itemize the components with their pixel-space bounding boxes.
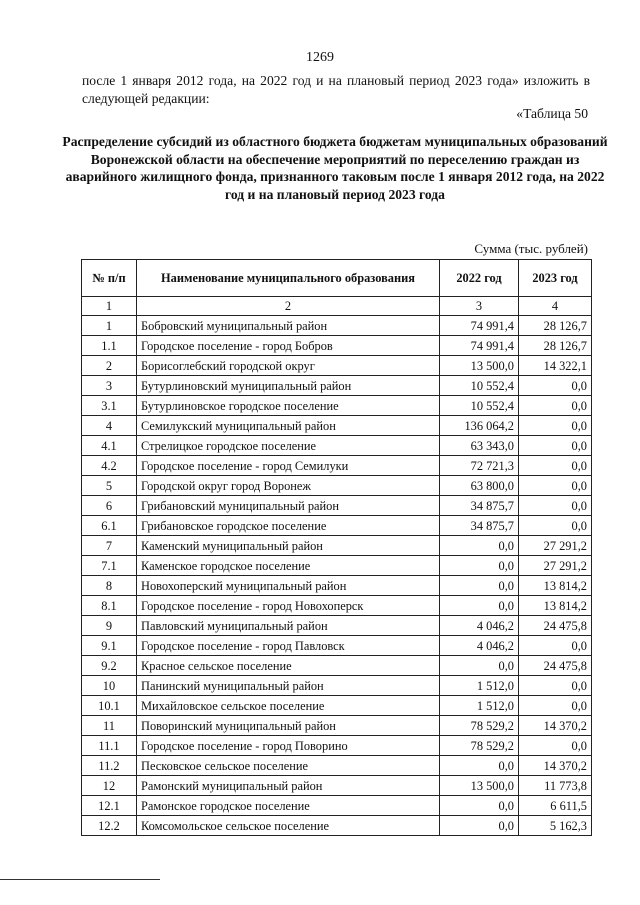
- table-row: [82, 576, 592, 596]
- amount-2022-cell: 0,0: [440, 556, 519, 576]
- amount-2023-cell: 28 126,7: [519, 336, 592, 356]
- amount-2023-cell: 24 475,8: [519, 656, 592, 676]
- amount-2023-cell: 14 370,2: [519, 756, 592, 776]
- column-index-cell: 2: [137, 297, 440, 316]
- table-row: [82, 416, 592, 436]
- amount-2023-cell: 14 370,2: [519, 716, 592, 736]
- table-row: [82, 436, 592, 456]
- column-index-cell: 4: [519, 297, 592, 316]
- municipality-name-cell: Каменский муниципальный район: [137, 536, 440, 556]
- municipality-name-cell: Борисоглебский городской округ: [137, 356, 440, 376]
- municipality-name-cell: Стрелицкое городское поселение: [137, 436, 440, 456]
- amount-2022-cell: 78 529,2: [440, 716, 519, 736]
- amount-2022-cell: 10 552,4: [440, 396, 519, 416]
- amount-2023-cell: 0,0: [519, 736, 592, 756]
- intro-text: после 1 января 2012 года, на 2022 год и на плановый период 2023 года» изложить в следующей редакции:: [82, 73, 590, 106]
- amount-2023-cell: 0,0: [519, 396, 592, 416]
- row-number-cell: 1: [82, 316, 137, 336]
- table-row: [82, 716, 592, 736]
- row-number-cell: 2: [82, 356, 137, 376]
- table-row: [82, 356, 592, 376]
- amount-2022-cell: 34 875,7: [440, 496, 519, 516]
- row-number-cell: 12: [82, 776, 137, 796]
- table-row: [82, 316, 592, 336]
- row-number-cell: 11.1: [82, 736, 137, 756]
- row-number-cell: 3.1: [82, 396, 137, 416]
- amount-2023-cell: 28 126,7: [519, 316, 592, 336]
- column-index-cell: 1: [82, 297, 137, 316]
- municipality-name-cell: Павловский муниципальный район: [137, 616, 440, 636]
- row-number-cell: 1.1: [82, 336, 137, 356]
- amount-2023-cell: 13 814,2: [519, 576, 592, 596]
- amount-2022-cell: 136 064,2: [440, 416, 519, 436]
- header-num: № п/п: [82, 260, 137, 297]
- table-row: [82, 756, 592, 776]
- amount-2022-cell: 13 500,0: [440, 356, 519, 376]
- row-number-cell: 9.1: [82, 636, 137, 656]
- municipality-name-cell: Бобровский муниципальный район: [137, 316, 440, 336]
- amount-2023-cell: 14 322,1: [519, 356, 592, 376]
- municipality-name-cell: Городское поселение - город Семилуки: [137, 456, 440, 476]
- amount-2023-cell: 11 773,8: [519, 776, 592, 796]
- amount-2022-cell: 0,0: [440, 536, 519, 556]
- amount-2022-cell: 34 875,7: [440, 516, 519, 536]
- amount-2023-cell: 0,0: [519, 516, 592, 536]
- footnote-divider: [0, 879, 160, 880]
- table-row: [82, 396, 592, 416]
- municipality-name-cell: Бутурлиновское городское поселение: [137, 396, 440, 416]
- municipality-name-cell: Рамонский муниципальный район: [137, 776, 440, 796]
- row-number-cell: 6.1: [82, 516, 137, 536]
- row-number-cell: 11.2: [82, 756, 137, 776]
- amount-2022-cell: 74 991,4: [440, 316, 519, 336]
- table-row: [82, 676, 592, 696]
- table-header-row: [82, 260, 592, 297]
- table-row: [82, 736, 592, 756]
- table-row: [82, 496, 592, 516]
- row-number-cell: 8: [82, 576, 137, 596]
- row-number-cell: 12.2: [82, 816, 137, 836]
- amount-2022-cell: 78 529,2: [440, 736, 519, 756]
- amount-2022-cell: 72 721,3: [440, 456, 519, 476]
- municipality-name-cell: Рамонское городское поселение: [137, 796, 440, 816]
- amount-2023-cell: 0,0: [519, 696, 592, 716]
- amount-2023-cell: 0,0: [519, 636, 592, 656]
- amount-2022-cell: 13 500,0: [440, 776, 519, 796]
- subsidy-table: [81, 259, 592, 836]
- table-row: [82, 596, 592, 616]
- amount-2022-cell: 0,0: [440, 656, 519, 676]
- municipality-name-cell: Каменское городское поселение: [137, 556, 440, 576]
- amount-2023-cell: 6 611,5: [519, 796, 592, 816]
- row-number-cell: 8.1: [82, 596, 137, 616]
- row-number-cell: 3: [82, 376, 137, 396]
- municipality-name-cell: Городское поселение - город Павловск: [137, 636, 440, 656]
- row-number-cell: 5: [82, 476, 137, 496]
- header-2022: 2022 год: [440, 260, 519, 297]
- row-number-cell: 10: [82, 676, 137, 696]
- amount-2023-cell: 5 162,3: [519, 816, 592, 836]
- amount-2022-cell: 0,0: [440, 796, 519, 816]
- municipality-name-cell: Комсомольское сельское поселение: [137, 816, 440, 836]
- municipality-name-cell: Грибановское городское поселение: [137, 516, 440, 536]
- row-number-cell: 7: [82, 536, 137, 556]
- amount-2023-cell: 0,0: [519, 676, 592, 696]
- table-title: Распределение субсидий из областного бюджета бюджетам муниципальных образований Воронежской области на обеспечение мероприятий по переселению граждан из аварийного жилищного фонда, признанного таковым после 1 января 2012 года, на 2022 год и на плановый период 2023 года: [62, 134, 608, 202]
- municipality-name-cell: Бутурлиновский муниципальный район: [137, 376, 440, 396]
- table-row: [82, 516, 592, 536]
- amount-2023-cell: 0,0: [519, 496, 592, 516]
- amount-2022-cell: 0,0: [440, 576, 519, 596]
- amount-2023-cell: 27 291,2: [519, 536, 592, 556]
- municipality-name-cell: Городское поселение - город Поворино: [137, 736, 440, 756]
- amount-2023-cell: 0,0: [519, 456, 592, 476]
- table-row: [82, 656, 592, 676]
- table-body: [82, 297, 592, 836]
- municipality-name-cell: Михайловское сельское поселение: [137, 696, 440, 716]
- amount-2023-cell: 0,0: [519, 376, 592, 396]
- header-2023: 2023 год: [519, 260, 592, 297]
- amount-2023-cell: 0,0: [519, 416, 592, 436]
- row-number-cell: 9.2: [82, 656, 137, 676]
- municipality-name-cell: Городское поселение - город Бобров: [137, 336, 440, 356]
- column-index-cell: 3: [440, 297, 519, 316]
- row-number-cell: 10.1: [82, 696, 137, 716]
- amount-2022-cell: 0,0: [440, 596, 519, 616]
- row-number-cell: 9: [82, 616, 137, 636]
- table-row: [82, 616, 592, 636]
- page-number: 1269: [306, 50, 334, 65]
- amount-2023-cell: 27 291,2: [519, 556, 592, 576]
- amount-2022-cell: 74 991,4: [440, 336, 519, 356]
- amount-2022-cell: 0,0: [440, 756, 519, 776]
- table-row: [82, 536, 592, 556]
- header-name: Наименование муниципального образования: [137, 260, 440, 297]
- municipality-name-cell: Поворинский муниципальный район: [137, 716, 440, 736]
- amount-2023-cell: 24 475,8: [519, 616, 592, 636]
- municipality-name-cell: Песковское сельское поселение: [137, 756, 440, 776]
- amount-2022-cell: 10 552,4: [440, 376, 519, 396]
- table-row: [82, 456, 592, 476]
- municipality-name-cell: Городское поселение - город Новохоперск: [137, 596, 440, 616]
- row-number-cell: 6: [82, 496, 137, 516]
- table-row: [82, 796, 592, 816]
- table-row: [82, 336, 592, 356]
- units-label: Сумма (тыс. рублей): [474, 241, 588, 256]
- column-index-row: [82, 297, 592, 316]
- table-row: [82, 636, 592, 656]
- table-reference: «Таблица 50: [516, 106, 588, 121]
- table-row: [82, 776, 592, 796]
- amount-2022-cell: 0,0: [440, 816, 519, 836]
- amount-2023-cell: 0,0: [519, 476, 592, 496]
- table-row: [82, 376, 592, 396]
- table-row: [82, 476, 592, 496]
- row-number-cell: 4: [82, 416, 137, 436]
- row-number-cell: 4.1: [82, 436, 137, 456]
- table-row: [82, 696, 592, 716]
- table-row: [82, 816, 592, 836]
- row-number-cell: 11: [82, 716, 137, 736]
- municipality-name-cell: Городской округ город Воронеж: [137, 476, 440, 496]
- municipality-name-cell: Панинский муниципальный район: [137, 676, 440, 696]
- municipality-name-cell: Красное сельское поселение: [137, 656, 440, 676]
- amount-2022-cell: 4 046,2: [440, 616, 519, 636]
- amount-2022-cell: 63 343,0: [440, 436, 519, 456]
- amount-2022-cell: 1 512,0: [440, 696, 519, 716]
- table-row: [82, 556, 592, 576]
- municipality-name-cell: Грибановский муниципальный район: [137, 496, 440, 516]
- amount-2023-cell: 0,0: [519, 436, 592, 456]
- amount-2023-cell: 13 814,2: [519, 596, 592, 616]
- row-number-cell: 4.2: [82, 456, 137, 476]
- amount-2022-cell: 63 800,0: [440, 476, 519, 496]
- municipality-name-cell: Новохоперский муниципальный район: [137, 576, 440, 596]
- row-number-cell: 12.1: [82, 796, 137, 816]
- amount-2022-cell: 4 046,2: [440, 636, 519, 656]
- municipality-name-cell: Семилукский муниципальный район: [137, 416, 440, 436]
- row-number-cell: 7.1: [82, 556, 137, 576]
- amount-2022-cell: 1 512,0: [440, 676, 519, 696]
